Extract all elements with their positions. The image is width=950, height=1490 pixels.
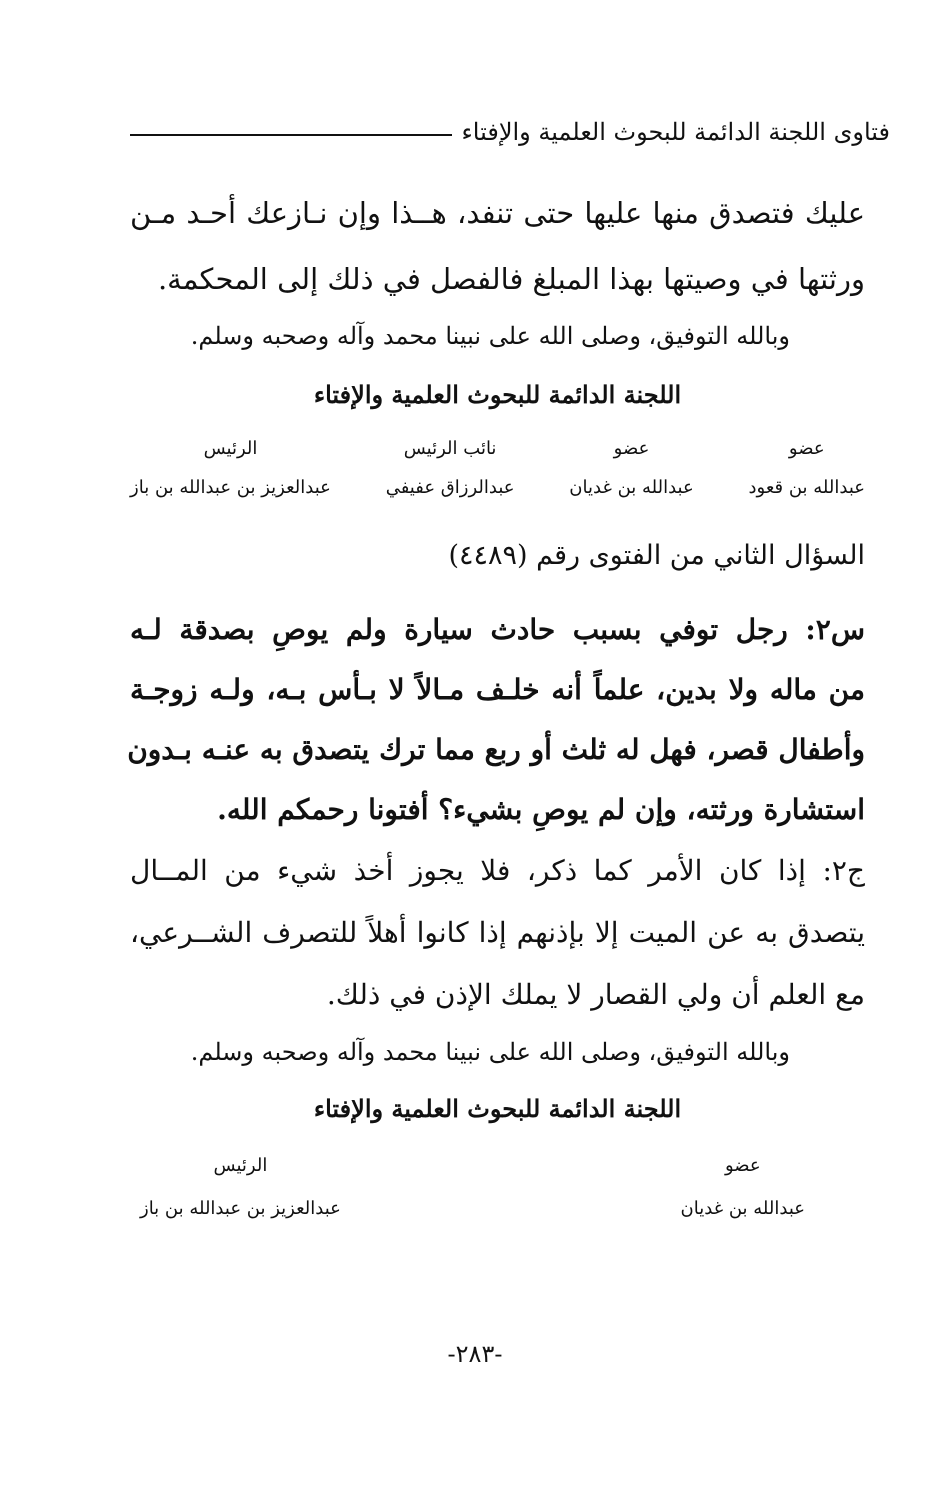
intro-closing: وبالله التوفيق، وصلى الله على نبينا محمد وآله وصحبه وسلم. [190, 322, 790, 350]
signatory-role: الرئيس [213, 1155, 268, 1176]
intro-signatures [130, 438, 865, 498]
signatory-name: عبدالله بن قعود [748, 477, 865, 498]
fatwa-heading: السؤال الثاني من الفتوى رقم (٤٤٨٩) [448, 540, 865, 571]
question-paragraph [127, 600, 865, 840]
page-number: -٢٨٣- [447, 1340, 503, 1368]
signatory [386, 438, 515, 498]
intro-line: ورثتها في وصيتها بهذا المبلغ فالفصل في ذلك إلى المحكمة. [157, 262, 865, 296]
signatory [569, 438, 693, 498]
header-rule [130, 134, 452, 136]
question-line: استشارة ورثته، وإن لم يوصِ بشيء؟ أفتونا رحمكم الله. [217, 793, 865, 826]
signatory-name: عبدالله بن غديان [680, 1198, 805, 1219]
signatory [140, 1155, 341, 1219]
signatory [130, 438, 331, 498]
intro-line: عليك فتصدق منها عليها حتى تنفد، هــذا وإن نـازعك أحـد مـن [130, 196, 865, 230]
signatory-role: الرئيس [203, 438, 258, 459]
answer-line: يتصدق به عن الميت إلا بإذنهم إذا كانوا أهلاً للتصرف الشــرعي، [130, 916, 865, 949]
question-line: من ماله ولا بدين، علماً أنه خلـف مـالاً لا بـأس بـه، ولـه زوجـة [130, 673, 865, 706]
signatory-name: عبدالرزاق عفيفي [385, 477, 515, 498]
fatwa-committee-name: اللجنة الدائمة للبحوث العلمية والإفتاء [313, 1094, 682, 1123]
intro-committee-name: اللجنة الدائمة للبحوث العلمية والإفتاء [313, 380, 682, 409]
intro-paragraph [130, 180, 865, 312]
signatory-role: نائب الرئيس [403, 438, 497, 459]
signatory-name: عبدالله بن غديان [569, 477, 694, 498]
question-line: وأطفال قصر، فهل له ثلث أو ربع مما ترك يتصدق به عنـه بـدون [127, 733, 865, 766]
question-line: س٢: رجل توفي بسبب حادث سيارة ولم يوصِ بصدقة لـه [130, 613, 865, 646]
fatwa-signatures [130, 1155, 865, 1219]
signatory [749, 438, 865, 498]
answer-paragraph [130, 840, 865, 1026]
running-header [130, 112, 890, 152]
answer-line: ج٢: إذا كان الأمر كما ذكر، فلا يجوز أخذ شيء من المــال [130, 854, 865, 887]
answer-line: مع العلم أن ولي القصار لا يملك الإذن في ذلك. [326, 978, 865, 1011]
signatory-role: عضو [613, 438, 650, 459]
signatory [681, 1155, 805, 1219]
signatory-role: عضو [724, 1155, 761, 1176]
signatory-name: عبدالعزيز بن عبدالله بن باز [130, 477, 331, 498]
header-title: فتاوى اللجنة الدائمة للبحوث العلمية والإفتاء [461, 118, 890, 146]
signatory-name: عبدالعزيز بن عبدالله بن باز [140, 1198, 341, 1219]
signatory-role: عضو [788, 438, 825, 459]
fatwa-closing: وبالله التوفيق، وصلى الله على نبينا محمد وآله وصحبه وسلم. [190, 1038, 790, 1066]
